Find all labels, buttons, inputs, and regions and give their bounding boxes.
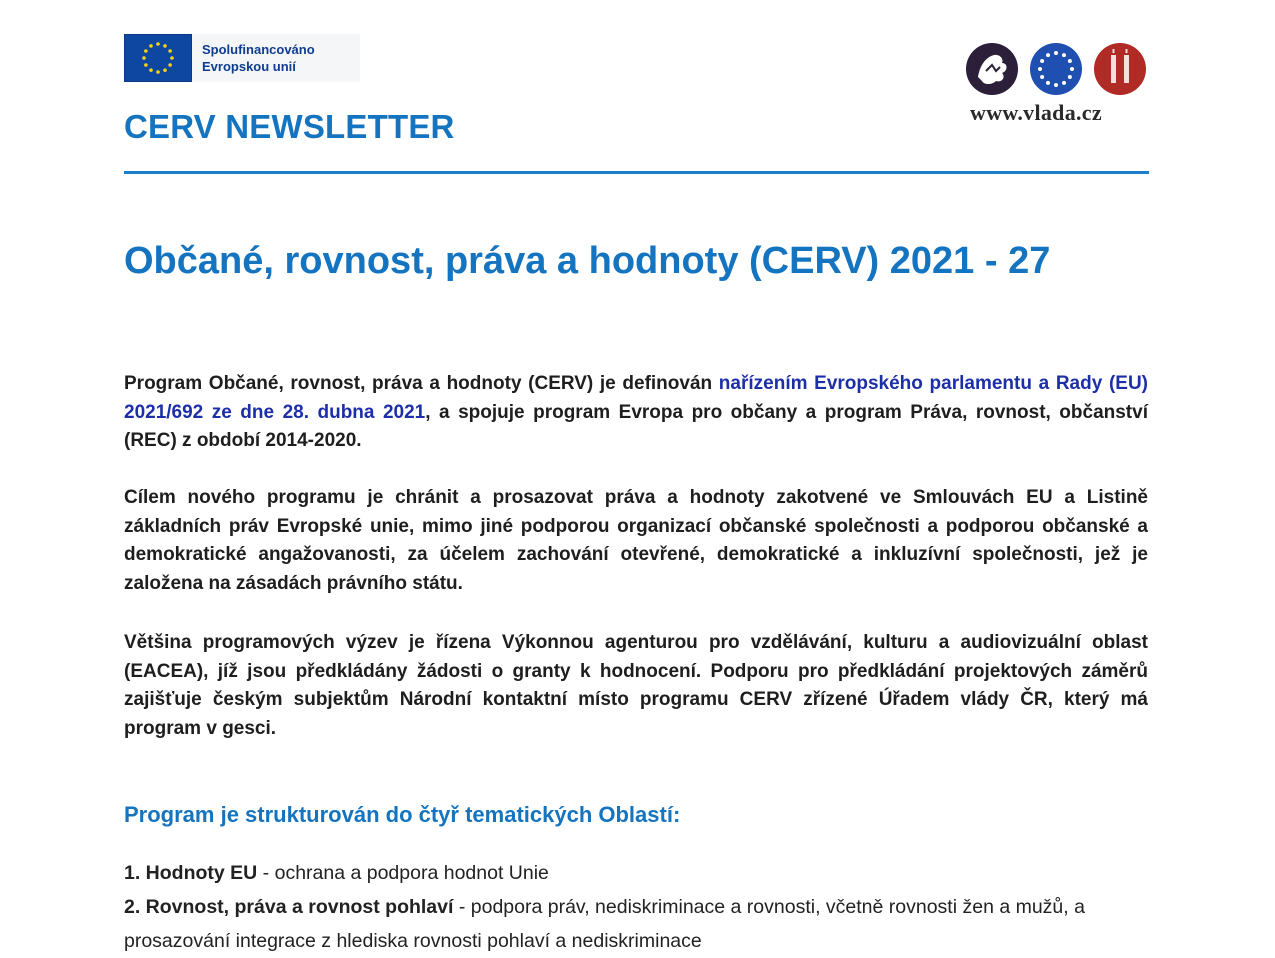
gov-star-icon bbox=[1046, 53, 1050, 57]
areas-heading: Program je strukturován do čtyř tematických Oblastí: bbox=[124, 802, 681, 827]
vlada-url: www.vlada.cz bbox=[970, 100, 1102, 125]
red-pillars-icon bbox=[1094, 43, 1146, 95]
eu-star-icon bbox=[168, 49, 172, 53]
paragraph-definition bbox=[124, 370, 1148, 456]
areas-list bbox=[124, 856, 1124, 958]
eu-text-line2: Evropskou unií bbox=[202, 59, 296, 74]
gov-star-icon bbox=[1062, 53, 1066, 57]
gov-star-icon bbox=[1046, 81, 1050, 85]
lion-emblem-icon bbox=[966, 43, 1018, 95]
eu-stars-icon bbox=[1030, 43, 1082, 95]
eu-flag-icon bbox=[124, 34, 192, 82]
eu-star-icon bbox=[149, 44, 153, 48]
header-divider bbox=[124, 171, 1149, 174]
gov-star-icon bbox=[1068, 75, 1072, 79]
eu-star-icon bbox=[142, 56, 146, 60]
area-description: - podpora práv, nediskriminace a rovnosti, včetně rovnosti žen a mužů, a prosazování integrace z hlediska rovnosti pohlaví a nediskriminace bbox=[124, 896, 1085, 952]
gov-star-icon bbox=[1070, 67, 1074, 71]
paragraph-management: Většina programových výzev je řízena Výkonnou agenturou pro vzdělávání, kulturu a audiovizuální oblast (EACEA), jíž jsou předkládány žádosti o granty k hodnocení. Podporu pro předkládání projektových záměrů zajišťuje českým subjektům Národní kontaktní místo programu CERV zřízené Úřadem vlády ČR, který má program v gesci. bbox=[124, 632, 1148, 739]
gov-star-icon bbox=[1062, 81, 1066, 85]
gov-star-icon bbox=[1068, 59, 1072, 63]
eu-text-line1: Spolufinancováno bbox=[202, 42, 315, 57]
gov-star-icon bbox=[1040, 59, 1044, 63]
eu-star-icon bbox=[144, 49, 148, 53]
eu-cofunding-text bbox=[202, 41, 315, 75]
list-item bbox=[124, 856, 1124, 890]
eu-star-icon bbox=[170, 56, 174, 60]
regulation-link[interactable]: nařízením Evropského parlamentu a Rady (EU) 2021/692 ze dne 28. dubna 2021 bbox=[124, 373, 1148, 423]
vlada-logo bbox=[948, 36, 1168, 132]
eu-star-icon bbox=[168, 63, 172, 67]
eu-star-icon bbox=[156, 42, 160, 46]
eu-star-icon bbox=[163, 44, 167, 48]
eu-star-icon bbox=[156, 70, 160, 74]
vlada-emblems bbox=[956, 41, 1156, 97]
paragraph-goal: Cílem nového programu je chránit a prosazovat práva a hodnoty zakotvené ve Smlouvách EU a Listině základních práv Evropské unie, mimo jiné podporou organizací občanské společnosti a podporou občanské a demokratické angažovanosti, za účelem zachování otevřené, demokratické a inkluzívní společnosti, jež je založena na zásadách právního státu. bbox=[124, 487, 1148, 594]
gov-star-icon bbox=[1054, 83, 1058, 87]
gov-star-icon bbox=[1038, 67, 1042, 71]
eu-cofunding-logo bbox=[124, 34, 360, 82]
eu-star-icon bbox=[149, 68, 153, 72]
list-item bbox=[124, 890, 1124, 958]
eu-star-icon bbox=[144, 63, 148, 67]
area-name: 1. Hodnoty EU bbox=[124, 862, 258, 884]
area-name: 2. Rovnost, práva a rovnost pohlaví bbox=[124, 896, 454, 918]
paragraph-definition-rest: , a spojuje program Evropa pro občany a program Práva, rovnost, občanství (REC) z období 2014-2020. bbox=[124, 401, 1148, 451]
gov-star-icon bbox=[1040, 75, 1044, 79]
paragraph-definition-intro: Program Občané, rovnost, práva a hodnoty (CERV) je definován bbox=[124, 373, 719, 394]
program-title: Občané, rovnost, práva a hodnoty (CERV) 2021 - 27 bbox=[124, 240, 1051, 282]
newsletter-title: CERV NEWSLETTER bbox=[124, 108, 455, 145]
area-description: - ochrana a podpora hodnot Unie bbox=[257, 862, 549, 884]
eu-star-icon bbox=[163, 68, 167, 72]
gov-star-icon bbox=[1054, 51, 1058, 55]
